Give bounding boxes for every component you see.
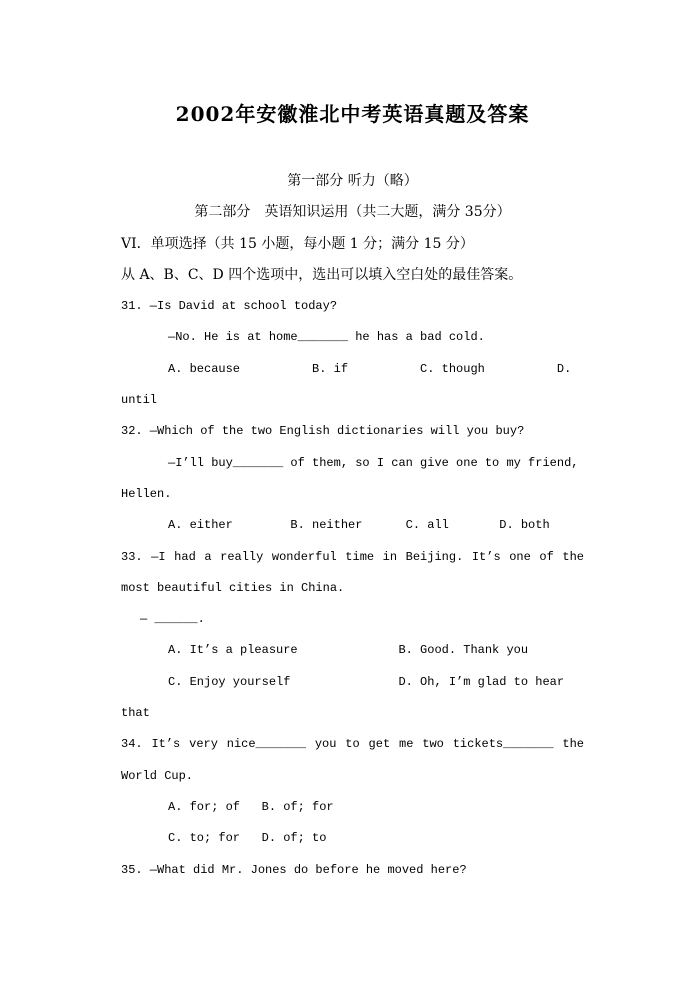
q34-options-ab: A. for; of B. of; for [168, 799, 334, 814]
q32-reply-cont: Hellen. [121, 486, 172, 501]
q31-stem: 31. —Is David at school today? [121, 299, 338, 314]
q35-stem: 35. —What did Mr. Jones do before he moved here? [121, 862, 467, 877]
q31-reply: —No. He is at home_______ he has a bad cold. [168, 330, 485, 345]
q33-options-cd: C. Enjoy yourself D. Oh, I’m glad to hear [168, 674, 565, 689]
q32-stem: 32. —Which of the two English dictionaries will you buy? [121, 424, 525, 439]
q31-options: A. because B. if C. though D. [168, 361, 572, 376]
part1-heading: 第一部分 听力（略） [287, 173, 418, 189]
q31-option-cont: until [121, 393, 158, 408]
q34-stem-cont: World Cup. [121, 768, 194, 783]
instruction-line: 从 A、B、C、D 四个选项中，选出可以填入空白处的最佳答案。 [121, 266, 523, 283]
document-title: 2002年安徽淮北中考英语真题及答案 [175, 102, 530, 126]
q34-options-cd: C. to; for D. of; to [168, 831, 327, 846]
question-lines [121, 291, 584, 886]
q33-blank-reply: — ______. [140, 612, 205, 627]
section-vi-heading: VI．单项选择（共 15 小题，每小题 1 分；满分 15 分） [121, 235, 474, 252]
q33-option-cont: that [121, 706, 150, 721]
q32-reply: —I’ll buy_______ of them, so I can give one to my friend, [168, 455, 579, 470]
q33-options-ab: A. It’s a pleasure B. Good. Thank you [168, 643, 529, 658]
part2-heading: 第二部分 英语知识运用（共二大题，满分 35分） [194, 204, 511, 221]
q33-stem-cont: most beautiful cities in China. [121, 580, 345, 595]
q34-stem: 34. It’s very nice_______ you to get me two tickets_______ the [121, 737, 584, 752]
q32-options: A. either B. neither C. all D. both [168, 518, 550, 533]
q33-stem: 33. —I had a really wonderful time in Beijing. It’s one of the [121, 549, 584, 564]
